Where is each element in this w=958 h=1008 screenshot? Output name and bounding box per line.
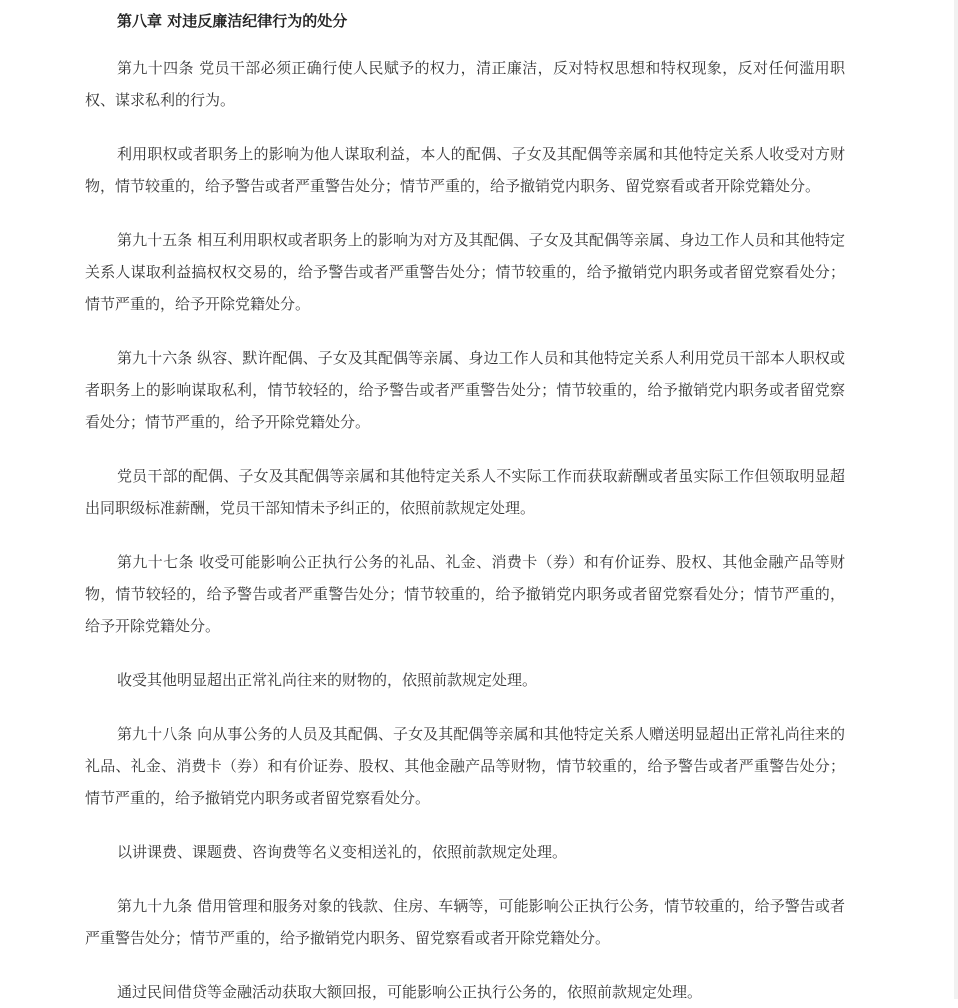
paragraph-article-94-clause: 利用职权或者职务上的影响为他人谋取利益，本人的配偶、子女及其配偶等亲属和其他特定关系人收受对方财物，情节较重的，给予警告或者严重警告处分；情节严重的，给予撤销党内职务、留党察看或者开除党籍处分。 xyxy=(85,145,845,195)
chapter-title: 第八章 对违反廉洁纪律行为的处分 xyxy=(117,12,348,30)
paragraph-article-96-clause: 党员干部的配偶、子女及其配偶等亲属和其他特定关系人不实际工作而获取薪酬或者虽实际工作但领取明显超出同职级标准薪酬，党员干部知情未予纠正的，依照前款规定处理。 xyxy=(85,467,845,517)
article-body xyxy=(85,0,845,1008)
scrollbar-track[interactable] xyxy=(954,0,958,999)
paragraph-article-98-clause: 以讲课费、课题费、咨询费等名义变相送礼的，依照前款规定处理。 xyxy=(117,843,568,861)
paragraph-article-94: 第九十四条 党员干部必须正确行使人民赋予的权力，清正廉洁，反对特权思想和特权现象，反对任何滥用职权、谋求私利的行为。 xyxy=(85,59,845,109)
paragraph-article-96: 第九十六条 纵容、默许配偶、子女及其配偶等亲属、身边工作人员和其他特定关系人利用党员干部本人职权或者职务上的影响谋取私利，情节较轻的，给予警告或者严重警告处分；情节较重的，给予撤销党内职务或者留党察看处分；情节严重的，给予开除党籍处分。 xyxy=(85,349,845,431)
paragraph-article-97: 第九十七条 收受可能影响公正执行公务的礼品、礼金、消费卡（券）和有价证券、股权、其他金融产品等财物，情节较轻的，给予警告或者严重警告处分；情节较重的，给予撤销党内职务或者留党察看处分；情节严重的，给予开除党籍处分。 xyxy=(85,553,845,635)
paragraph-article-99-clause: 通过民间借贷等金融活动获取大额回报，可能影响公正执行公务的，依照前款规定处理。 xyxy=(117,983,703,1001)
paragraph-article-99: 第九十九条 借用管理和服务对象的钱款、住房、车辆等，可能影响公正执行公务，情节较重的，给予警告或者严重警告处分；情节严重的，给予撤销党内职务、留党察看或者开除党籍处分。 xyxy=(85,897,845,947)
paragraph-article-98: 第九十八条 向从事公务的人员及其配偶、子女及其配偶等亲属和其他特定关系人赠送明显超出正常礼尚往来的礼品、礼金、消费卡（券）和有价证券、股权、其他金融产品等财物，情节较重的，给予警告或者严重警告处分；情节严重的，给予撤销党内职务或者留党察看处分。 xyxy=(85,725,845,807)
paragraph-article-97-clause: 收受其他明显超出正常礼尚往来的财物的，依照前款规定处理。 xyxy=(117,671,538,689)
paragraph-article-95: 第九十五条 相互利用职权或者职务上的影响为对方及其配偶、子女及其配偶等亲属、身边工作人员和其他特定关系人谋取利益搞权权交易的，给予警告或者严重警告处分；情节较重的，给予撤销党内职务或者留党察看处分；情节严重的，给予开除党籍处分。 xyxy=(85,231,845,313)
